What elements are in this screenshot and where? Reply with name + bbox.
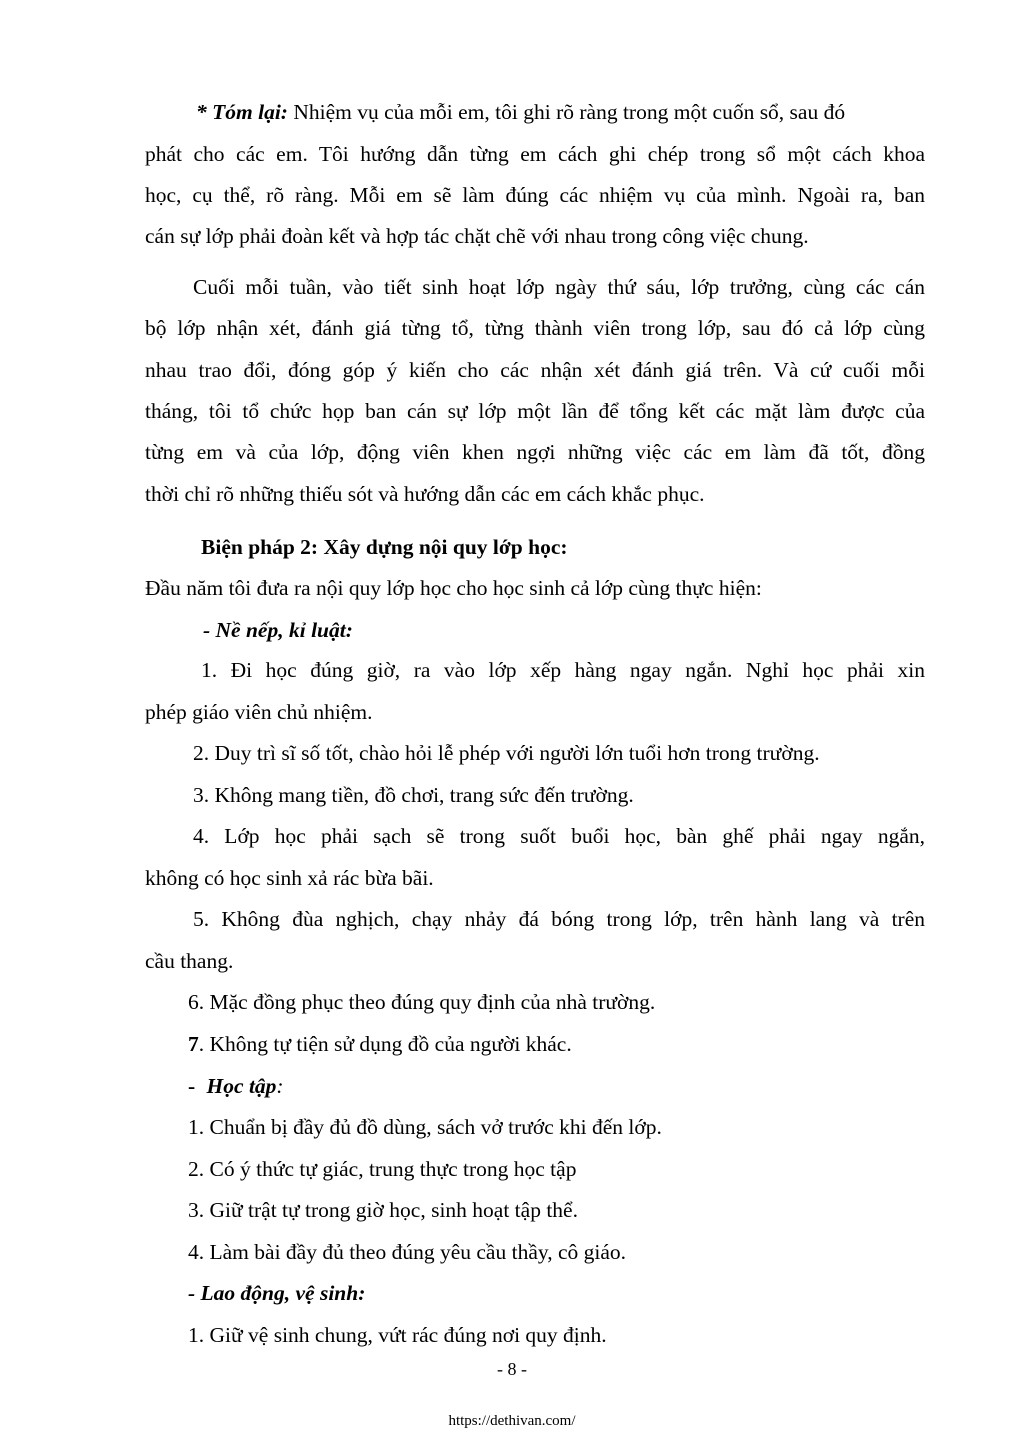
paragraph-2-line-6: thời chỉ rõ những thiếu sót và hướng dẫn các em cách khắc phục. bbox=[145, 482, 705, 506]
discipline-item-2: 2. Duy trì sĩ số tốt, chào hỏi lễ phép với người lớn tuổi hơn trong trường. bbox=[193, 741, 820, 765]
discipline-item-7-text: . Không tự tiện sử dụng đồ của người khác. bbox=[198, 1032, 572, 1056]
rules-labor-title: - Lao động, vệ sinh: bbox=[188, 1281, 366, 1305]
section-heading: Biện pháp 2: Xây dựng nội quy lớp học: bbox=[201, 535, 568, 559]
discipline-item-4-line-2: không có học sinh xả rác bừa bãi. bbox=[145, 866, 434, 890]
summary-text: Nhiệm vụ của mỗi em, tôi ghi rõ ràng trong một cuốn sổ, sau đó bbox=[287, 100, 846, 124]
study-title-text: Học tập bbox=[206, 1074, 277, 1098]
footer-url[interactable]: https://dethivan.com/ bbox=[448, 1413, 576, 1429]
paragraph-1-line-2: phát cho các em. Tôi hướng dẫn từng em cách ghi chép trong sổ một cách khoa bbox=[145, 142, 925, 166]
paragraph-2-line-4: tháng, tôi tổ chức họp ban cán sự lớp một lần để tổng kết các mặt làm được của bbox=[145, 399, 925, 423]
discipline-item-5-line-2: cầu thang. bbox=[145, 949, 234, 973]
paragraph-1-line-1 bbox=[196, 98, 845, 126]
paragraph-2-line-2: bộ lớp nhận xét, đánh giá từng tổ, từng thành viên trong lớp, sau đó cả lớp cùng bbox=[145, 316, 925, 340]
discipline-item-6: 6. Mặc đồng phục theo đúng quy định của nhà trường. bbox=[188, 990, 656, 1014]
study-title-dash: - bbox=[188, 1074, 201, 1098]
summary-lead: * Tóm lại: bbox=[196, 100, 288, 124]
paragraph-1-line-3: học, cụ thể, rõ ràng. Mỗi em sẽ làm đúng các nhiệm vụ của mình. Ngoài ra, ban bbox=[145, 183, 925, 207]
study-item-3: 3. Giữ trật tự trong giờ học, sinh hoạt tập thể. bbox=[188, 1198, 578, 1222]
paragraph-1-line-4: cán sự lớp phải đoàn kết và hợp tác chặt chẽ với nhau trong công việc chung. bbox=[145, 224, 809, 248]
discipline-item-3: 3. Không mang tiền, đồ chơi, trang sức đến trường. bbox=[193, 783, 634, 807]
discipline-item-1-line-1: 1. Đi học đúng giờ, ra vào lớp xếp hàng ngay ngắn. Nghỉ học phải xin bbox=[201, 658, 925, 682]
study-title-colon: : bbox=[276, 1074, 284, 1098]
intro-text: Đầu năm tôi đưa ra nội quy lớp học cho học sinh cả lớp cùng thực hiện: bbox=[145, 576, 762, 600]
labor-item-1: 1. Giữ vệ sinh chung, vứt rác đúng nơi quy định. bbox=[188, 1323, 607, 1347]
discipline-item-7 bbox=[188, 1030, 572, 1058]
rules-study-title bbox=[188, 1072, 284, 1100]
discipline-item-5-line-1: 5. Không đùa nghịch, chạy nhảy đá bóng trong lớp, trên hành lang và trên bbox=[193, 907, 925, 931]
study-item-4: 4. Làm bài đầy đủ theo đúng yêu cầu thầy, cô giáo. bbox=[188, 1240, 627, 1264]
paragraph-2-line-5: từng em và của lớp, động viên khen ngợi những việc các em làm đã tốt, đồng bbox=[145, 440, 925, 464]
discipline-item-4-line-1: 4. Lớp học phải sạch sẽ trong suốt buổi học, bàn ghế phải ngay ngắn, bbox=[193, 824, 925, 848]
study-item-2: 2. Có ý thức tự giác, trung thực trong học tập bbox=[188, 1157, 577, 1181]
discipline-item-1-line-2: phép giáo viên chủ nhiệm. bbox=[145, 700, 373, 724]
paragraph-2-line-3: nhau trao đổi, đóng góp ý kiến cho các nhận xét đánh giá trên. Và cứ cuối mỗi bbox=[145, 358, 925, 382]
page-number: - 8 - bbox=[497, 1359, 527, 1379]
study-item-1: 1. Chuẩn bị đầy đủ đồ dùng, sách vở trước khi đến lớp. bbox=[188, 1115, 662, 1139]
paragraph-2-line-1: Cuối mỗi tuần, vào tiết sinh hoạt lớp ngày thứ sáu, lớp trưởng, cùng các cán bbox=[193, 275, 925, 299]
rules-discipline-title: - Nề nếp, kỉ luật: bbox=[203, 618, 353, 642]
discipline-item-7-number: 7 bbox=[188, 1032, 199, 1056]
